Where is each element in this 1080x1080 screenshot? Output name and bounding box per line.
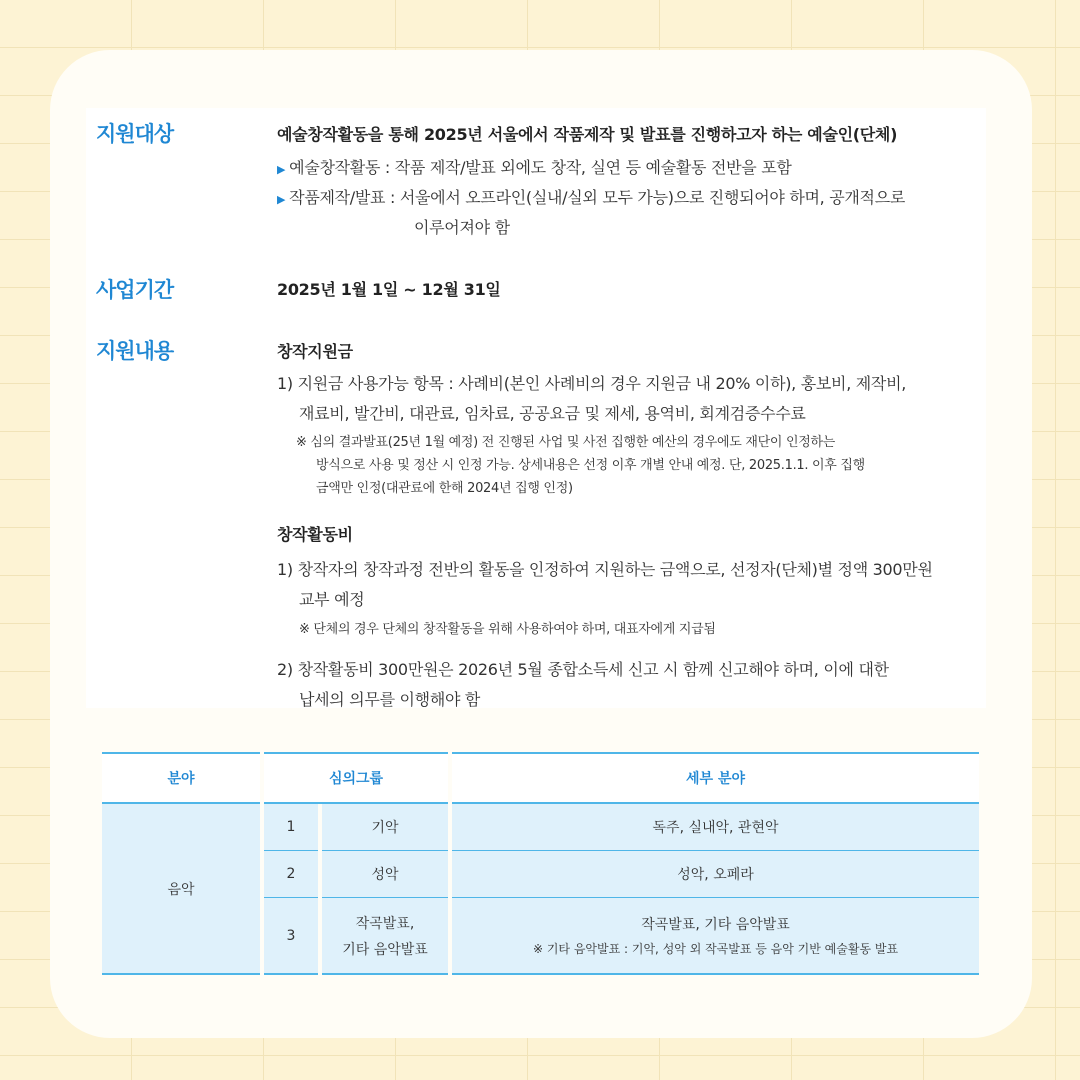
group-name-line-1: 작곡발표,: [355, 915, 415, 932]
grant-note-line-2: 방식으로 사용 및 정산 시 인정 가능. 상세내용은 선정 이후 개별 안내 예정. 단, 2025.1.1. 이후 집행: [316, 458, 865, 473]
group-number: 1: [264, 804, 318, 851]
target-bullet-1: ▶ 예술창작활동 : 작품 제작/발표 외에도 창작, 실연 등 예술활동 전반을 포함: [277, 158, 792, 177]
header-field: 분야: [102, 752, 260, 804]
target-lead: 예술창작활동을 통해 2025년 서울에서 작품제작 및 발표를 진행하고자 하는 예술인(단체): [277, 125, 898, 144]
section-title-content: 지원내용: [96, 339, 174, 363]
group-name: 기악: [322, 804, 448, 851]
detail-cell: 독주, 실내악, 관현악: [452, 804, 979, 851]
activity-item-2-line-2: 납세의 의무를 이행해야 함: [299, 690, 481, 709]
grant-note-line-1: ※ 심의 결과발표(25년 1월 예정) 전 진행된 사업 및 사전 집행한 예산의 경우에도 재단이 인정하는: [296, 435, 835, 450]
target-bullet-2-cont: 이루어져야 함: [414, 218, 510, 237]
detail-cell: 성악, 오페라: [452, 851, 979, 898]
triangle-bullet-icon: ▶: [277, 193, 286, 206]
triangle-bullet-icon: ▶: [277, 163, 286, 176]
field-cell-music: 음악: [102, 804, 260, 975]
activity-note: ※ 단체의 경우 단체의 창작활동을 위해 사용하여야 하며, 대표자에게 지급됨: [299, 622, 716, 637]
music-category-table: [98, 752, 983, 975]
grant-heading: 창작지원금: [277, 342, 353, 361]
table-header-row: [102, 752, 979, 804]
grant-note-line-3: 금액만 인정(대관료에 한해 2024년 집행 인정): [316, 481, 573, 496]
detail-cell: [452, 898, 979, 975]
section-title-period: 사업기간: [96, 278, 174, 302]
activity-item-1-line-2: 교부 예정: [299, 590, 365, 609]
group-name-line-2: 기타 음악발표: [342, 941, 428, 958]
group-number: 2: [264, 851, 318, 898]
header-group: 심의그룹: [264, 752, 448, 804]
group-number: 3: [264, 898, 318, 975]
target-bullet-2: ▶ 작품제작/발표 : 서울에서 오프라인(실내/실외 모두 가능)으로 진행되어야 하며, 공개적으로: [277, 188, 906, 207]
group-name: [322, 898, 448, 975]
detail-main: 작곡발표, 기타 음악발표: [641, 917, 790, 933]
group-name: 성악: [322, 851, 448, 898]
activity-item-2-line-1: 2) 창작활동비 300만원은 2026년 5월 종합소득세 신고 시 함께 신고해야 하며, 이에 대한: [277, 660, 889, 679]
section-title-target: 지원대상: [96, 122, 174, 146]
table-row: [102, 804, 979, 851]
period-value: 2025년 1월 1일 ~ 12월 31일: [277, 280, 501, 299]
header-detail: 세부 분야: [452, 752, 979, 804]
grant-item-1-line-2: 재료비, 발간비, 대관료, 임차료, 공공요금 및 제세, 용역비, 회계검증수수료: [299, 404, 806, 423]
activity-heading: 창작활동비: [277, 525, 353, 544]
detail-note: ※ 기타 음악발표 : 기악, 성악 외 작곡발표 등 음악 기반 예술활동 발표: [532, 942, 899, 956]
grant-item-1-line-1: 1) 지원금 사용가능 항목 : 사례비(본인 사례비의 경우 지원금 내 20% 이하), 홍보비, 제작비,: [277, 374, 907, 393]
activity-item-1-line-1: 1) 창작자의 창작과정 전반의 활동을 인정하여 지원하는 금액으로, 선정자(단체)별 정액 300만원: [277, 560, 933, 579]
